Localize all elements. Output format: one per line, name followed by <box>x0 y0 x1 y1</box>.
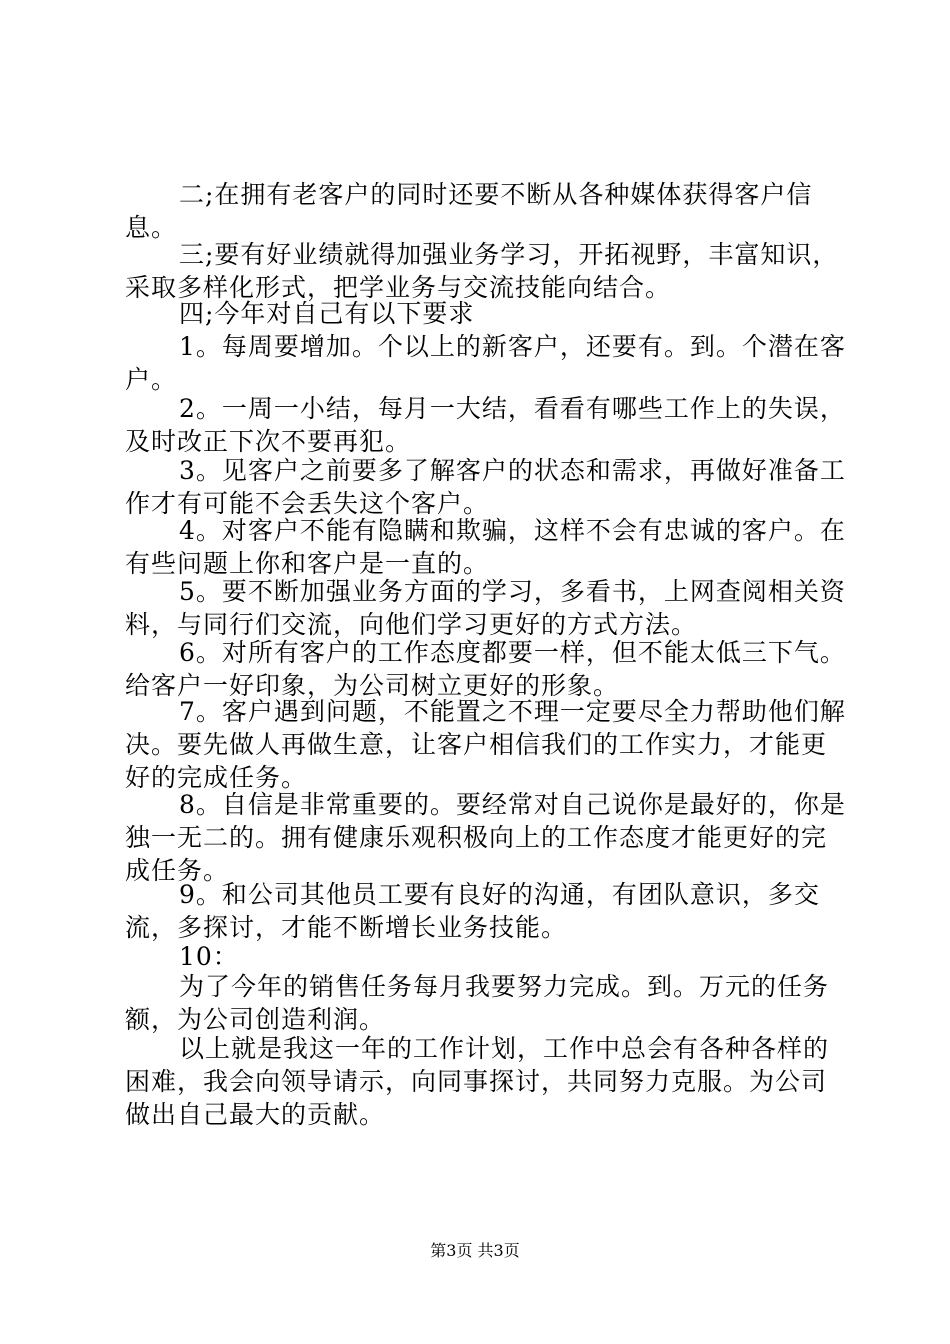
page-number-footer: 第3页 共3页 <box>430 1241 520 1260</box>
list-item-8: 8。自信是非常重要的。要经常对自己说你是最好的，你是独一无二的。拥有健康乐观积极向上的工作态度才能更好的完成任务。 <box>125 790 846 885</box>
list-item-9: 9。和公司其他员工要有良好的沟通，有团队意识，多交流，多探讨，才能不断增长业务技能。 <box>125 880 820 942</box>
list-item-10: 10： <box>179 942 239 971</box>
closing-paragraph: 以上就是我这一年的工作计划，工作中总会有各种各样的困难，我会向领导请示，向同事探讨，共同努力克服。为公司做出自己最大的贡献。 <box>125 1034 830 1129</box>
list-item-3: 3。见客户之前要多了解客户的状态和需求，再做好准备工作才有可能不会丢失这个客户。 <box>125 456 846 518</box>
sales-target-paragraph: 为了今年的销售任务每月我要努力完成。到。万元的任务额，为公司创造利润。 <box>125 972 830 1034</box>
list-item-4: 4。对客户不能有隐瞒和欺骗，这样不会有忠诚的客户。在有些问题上你和客户是一直的。 <box>125 516 846 578</box>
list-item-1: 1。每周要增加。个以上的新客户，还要有。到。个潜在客户。 <box>125 332 846 394</box>
list-item-2: 2。一周一小结，每月一大结，看看有哪些工作上的失误，及时改正下次不要再犯。 <box>125 394 846 456</box>
paragraph-3: 三;要有好业绩就得加强业务学习，开拓视野，丰富知识，采取多样化形式，把学业务与交流技能向结合。 <box>125 240 839 302</box>
paragraph-2: 二;在拥有老客户的同时还要不断从各种媒体获得客户信息。 <box>125 180 813 242</box>
list-item-6: 6。对所有客户的工作态度都要一样，但不能太低三下气。给客户一好印象，为公司树立更好的形象。 <box>125 638 846 700</box>
paragraph-4: 四;今年对自己有以下要求 <box>179 299 475 328</box>
list-item-7: 7。客户遇到问题，不能置之不理一定要尽全力帮助他们解决。要先做人再做生意，让客户相信我们的工作实力，才能更好的完成任务。 <box>125 697 846 792</box>
list-item-5: 5。要不断加强业务方面的学习，多看书，上网查阅相关资料，与同行们交流，向他们学习更好的方式方法。 <box>125 577 846 639</box>
